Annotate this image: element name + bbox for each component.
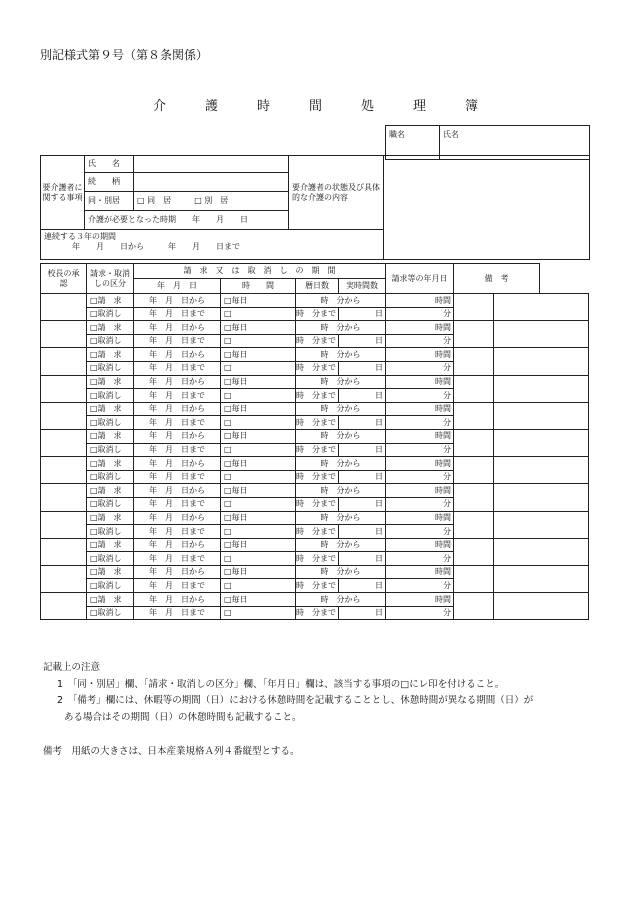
- days-cell[interactable]: 日: [339, 443, 386, 457]
- relation-field[interactable]: [134, 173, 289, 192]
- table-row: [41, 457, 589, 471]
- request-kubun-checkbox[interactable]: □請 求: [87, 565, 134, 579]
- cancel-kubun-checkbox[interactable]: □取消し: [87, 307, 134, 321]
- end-date-cell[interactable]: 年 月 日まで: [134, 416, 221, 430]
- end-time-cell[interactable]: 時 分まで: [296, 579, 339, 593]
- end-date-cell[interactable]: 年 月 日まで: [134, 334, 221, 348]
- remarks-cell[interactable]: [494, 402, 589, 429]
- remarks-cell[interactable]: [494, 348, 589, 375]
- table-row: [41, 429, 589, 443]
- table-row: [41, 511, 589, 525]
- date-header: 年 月 日: [134, 279, 221, 294]
- remarks-cell[interactable]: [494, 593, 589, 620]
- days-cell[interactable]: 日: [339, 579, 386, 593]
- period-header: 請 求 又 は 取 消 し の 期 間: [134, 264, 386, 279]
- end-date-cell[interactable]: 年 月 日まで: [134, 579, 221, 593]
- days-cell[interactable]: 日: [339, 361, 386, 375]
- days-cell[interactable]: 日: [339, 525, 386, 539]
- end-time-cell[interactable]: 時 分まで: [296, 525, 339, 539]
- cohabit-same-checkbox[interactable]: □ 同 居: [137, 196, 172, 206]
- request-date-cell[interactable]: [454, 484, 494, 511]
- days-cell[interactable]: 日: [339, 389, 386, 403]
- hours-cell[interactable]: 時間: [386, 429, 454, 443]
- start-time-cell[interactable]: 時 分から: [296, 565, 386, 579]
- care-state-label: 要介護者の状態及び具体的な介護の内容: [289, 156, 384, 230]
- cancel-kubun-checkbox[interactable]: □取消し: [87, 497, 134, 511]
- request-kubun-checkbox[interactable]: □請 求: [87, 511, 134, 525]
- minutes-cell[interactable]: 分: [386, 416, 454, 430]
- start-date-cell[interactable]: 年 月 日から: [134, 593, 221, 607]
- daily-checkbox[interactable]: □毎日: [221, 457, 296, 471]
- table-row: [41, 375, 589, 389]
- approval-stamp-cell[interactable]: [41, 348, 87, 375]
- approval-stamp-cell[interactable]: [41, 538, 87, 565]
- start-time-cell[interactable]: 時 分から: [296, 593, 386, 607]
- table-row: [41, 294, 589, 308]
- cohabit-label: 同・別居: [85, 192, 134, 211]
- remarks-cell[interactable]: [494, 457, 589, 484]
- minutes-cell[interactable]: 分: [386, 389, 454, 403]
- cancel-kubun-checkbox[interactable]: □取消し: [87, 334, 134, 348]
- start-time-cell[interactable]: 時 分から: [296, 484, 386, 498]
- request-kubun-checkbox[interactable]: □請 求: [87, 375, 134, 389]
- start-time-cell[interactable]: 時 分から: [296, 375, 386, 389]
- end-date-cell[interactable]: 年 月 日まで: [134, 361, 221, 375]
- end-time-cell[interactable]: 時 分まで: [296, 443, 339, 457]
- care-start-date[interactable]: 介護が必要となった時期 年 月 日: [85, 211, 289, 230]
- start-time-cell[interactable]: 時 分から: [296, 402, 386, 416]
- hours-cell[interactable]: 時間: [386, 484, 454, 498]
- end-date-cell[interactable]: 年 月 日まで: [134, 307, 221, 321]
- start-time-cell[interactable]: 時 分から: [296, 457, 386, 471]
- request-date-cell[interactable]: [454, 348, 494, 375]
- note-1: 1 「同・別居」欄、「請求・取消しの区分」欄、「年月日」欄は、該当する事項の□にレ印を付けること。: [57, 678, 505, 690]
- remarks-cell[interactable]: [494, 429, 589, 456]
- note-2: 2 「備考」欄には、休暇等の期間（日）における休憩時間を記載することとし、休憩時間が異なる期間（日）が: [57, 695, 534, 707]
- minutes-cell[interactable]: 分: [386, 443, 454, 457]
- request-kubun-checkbox[interactable]: □請 求: [87, 402, 134, 416]
- request-kubun-checkbox[interactable]: □請 求: [87, 294, 134, 308]
- daily-checkbox[interactable]: □毎日: [221, 402, 296, 416]
- minutes-cell[interactable]: 分: [386, 334, 454, 348]
- request-kubun-checkbox[interactable]: □請 求: [87, 348, 134, 362]
- care-time-log-table: [40, 263, 589, 620]
- period-label: 連続する３年の期間: [44, 232, 116, 241]
- days-header: 暦日数: [296, 279, 339, 294]
- daily-empty-checkbox[interactable]: □: [221, 525, 296, 539]
- daily-checkbox[interactable]: □毎日: [221, 429, 296, 443]
- approval-stamp-cell[interactable]: [41, 593, 87, 620]
- approval-stamp-cell[interactable]: [41, 484, 87, 511]
- note-2-continued: ある場合はその期間（日）の休憩時間も記載すること。: [64, 711, 302, 723]
- request-date-cell[interactable]: [454, 429, 494, 456]
- end-time-cell[interactable]: 時 分まで: [296, 334, 339, 348]
- care-state-field[interactable]: [384, 156, 590, 260]
- cancel-kubun-checkbox[interactable]: □取消し: [87, 579, 134, 593]
- end-date-cell[interactable]: 年 月 日まで: [134, 525, 221, 539]
- table-row: [41, 402, 589, 416]
- hours-cell[interactable]: 時間: [386, 375, 454, 389]
- time-header: 時 間: [221, 279, 296, 294]
- start-date-cell[interactable]: 年 月 日から: [134, 402, 221, 416]
- hours-cell[interactable]: 時間: [386, 294, 454, 308]
- end-date-cell[interactable]: 年 月 日まで: [134, 470, 221, 484]
- end-date-cell[interactable]: 年 月 日まで: [134, 606, 221, 620]
- hours-cell[interactable]: 時間: [386, 402, 454, 416]
- end-time-cell[interactable]: 時 分まで: [296, 606, 339, 620]
- daily-checkbox[interactable]: □毎日: [221, 375, 296, 389]
- daily-empty-checkbox[interactable]: □: [221, 497, 296, 511]
- daily-empty-checkbox[interactable]: □: [221, 443, 296, 457]
- approval-stamp-cell[interactable]: [41, 321, 87, 348]
- start-time-cell[interactable]: 時 分から: [296, 321, 386, 335]
- end-date-cell[interactable]: 年 月 日まで: [134, 497, 221, 511]
- recipient-name-field[interactable]: [134, 156, 289, 173]
- daily-empty-checkbox[interactable]: □: [221, 552, 296, 566]
- remarks-cell[interactable]: [494, 565, 589, 592]
- request-date-cell[interactable]: [454, 511, 494, 538]
- end-time-cell[interactable]: 時 分まで: [296, 470, 339, 484]
- start-date-cell[interactable]: 年 月 日から: [134, 484, 221, 498]
- cancel-kubun-checkbox[interactable]: □取消し: [87, 416, 134, 430]
- cancel-kubun-checkbox[interactable]: □取消し: [87, 389, 134, 403]
- kubun-header: 請求・取消しの区分: [87, 264, 134, 294]
- minutes-cell[interactable]: 分: [386, 497, 454, 511]
- request-date-cell[interactable]: [454, 593, 494, 620]
- page-title: 介 護 時 間 処 理 簿: [152, 99, 491, 114]
- approval-stamp-cell[interactable]: [41, 457, 87, 484]
- start-date-cell[interactable]: 年 月 日から: [134, 457, 221, 471]
- request-date-cell[interactable]: [454, 402, 494, 429]
- daily-checkbox[interactable]: □毎日: [221, 348, 296, 362]
- request-date-cell[interactable]: [454, 565, 494, 592]
- form-id: 別記様式第９号（第８条関係）: [40, 48, 209, 62]
- remarks-header: 備 考: [454, 264, 540, 294]
- request-date-cell[interactable]: [454, 457, 494, 484]
- name-field: 氏名: [440, 126, 590, 160]
- cancel-kubun-checkbox[interactable]: □取消し: [87, 552, 134, 566]
- table-row: [41, 565, 589, 579]
- cancel-kubun-checkbox[interactable]: □取消し: [87, 525, 134, 539]
- relation-label: 続 柄: [85, 173, 134, 192]
- care-recipient-table: [40, 155, 590, 260]
- hours-cell[interactable]: 時間: [386, 565, 454, 579]
- daily-checkbox[interactable]: □毎日: [221, 593, 296, 607]
- minutes-cell[interactable]: 分: [386, 579, 454, 593]
- end-time-cell[interactable]: 時 分まで: [296, 307, 339, 321]
- daily-empty-checkbox[interactable]: □: [221, 606, 296, 620]
- hours-cell[interactable]: 時間: [386, 321, 454, 335]
- daily-empty-checkbox[interactable]: □: [221, 361, 296, 375]
- hours-cell[interactable]: 時間: [386, 593, 454, 607]
- daily-empty-checkbox[interactable]: □: [221, 334, 296, 348]
- remarks-cell[interactable]: [494, 321, 589, 348]
- start-date-cell[interactable]: 年 月 日から: [134, 565, 221, 579]
- days-cell[interactable]: 日: [339, 307, 386, 321]
- end-date-cell[interactable]: 年 月 日まで: [134, 552, 221, 566]
- days-cell[interactable]: 日: [339, 334, 386, 348]
- start-time-cell[interactable]: 時 分から: [296, 511, 386, 525]
- start-time-cell[interactable]: 時 分から: [296, 538, 386, 552]
- minutes-cell[interactable]: 分: [386, 552, 454, 566]
- remarks-cell[interactable]: [494, 375, 589, 402]
- end-date-cell[interactable]: 年 月 日まで: [134, 389, 221, 403]
- request-kubun-checkbox[interactable]: □請 求: [87, 429, 134, 443]
- approval-stamp-cell[interactable]: [41, 565, 87, 592]
- start-date-cell[interactable]: 年 月 日から: [134, 429, 221, 443]
- daily-checkbox[interactable]: □毎日: [221, 565, 296, 579]
- end-time-cell[interactable]: 時 分まで: [296, 389, 339, 403]
- request-date-header: 請求等の年月日: [386, 264, 454, 294]
- days-cell[interactable]: 日: [339, 470, 386, 484]
- approval-stamp-cell[interactable]: [41, 429, 87, 456]
- table-row: [41, 348, 589, 362]
- notes: [43, 660, 603, 727]
- cancel-kubun-checkbox[interactable]: □取消し: [87, 443, 134, 457]
- daily-checkbox[interactable]: □毎日: [221, 484, 296, 498]
- hours-cell[interactable]: 時間: [386, 457, 454, 471]
- cancel-kubun-checkbox[interactable]: □取消し: [87, 361, 134, 375]
- start-date-cell[interactable]: 年 月 日から: [134, 294, 221, 308]
- minutes-cell[interactable]: 分: [386, 361, 454, 375]
- request-date-cell[interactable]: [454, 321, 494, 348]
- table-row: [41, 484, 589, 498]
- daily-empty-checkbox[interactable]: □: [221, 470, 296, 484]
- days-cell[interactable]: 日: [339, 497, 386, 511]
- start-date-cell[interactable]: 年 月 日から: [134, 511, 221, 525]
- table-row: [41, 593, 589, 607]
- daily-empty-checkbox[interactable]: □: [221, 579, 296, 593]
- cohabit-separate-checkbox[interactable]: □ 別 居: [194, 196, 229, 206]
- request-kubun-checkbox[interactable]: □請 求: [87, 321, 134, 335]
- request-kubun-checkbox[interactable]: □請 求: [87, 484, 134, 498]
- approval-stamp-cell[interactable]: [41, 402, 87, 429]
- approval-stamp-cell[interactable]: [41, 375, 87, 402]
- start-time-cell[interactable]: 時 分から: [296, 429, 386, 443]
- table-row: [41, 538, 589, 552]
- position-field: 職名: [386, 126, 440, 160]
- daily-empty-checkbox[interactable]: □: [221, 307, 296, 321]
- days-cell[interactable]: 日: [339, 552, 386, 566]
- approval-stamp-cell[interactable]: [41, 294, 87, 321]
- end-time-cell[interactable]: 時 分まで: [296, 497, 339, 511]
- request-kubun-checkbox[interactable]: □請 求: [87, 538, 134, 552]
- notes-heading: 記載上の注意: [43, 662, 101, 673]
- daily-empty-checkbox[interactable]: □: [221, 416, 296, 430]
- start-date-cell[interactable]: 年 月 日から: [134, 375, 221, 389]
- request-date-cell[interactable]: [454, 375, 494, 402]
- days-cell[interactable]: 日: [339, 416, 386, 430]
- hours-cell[interactable]: 時間: [386, 538, 454, 552]
- start-date-cell[interactable]: 年 月 日から: [134, 348, 221, 362]
- period-value[interactable]: 年 月 日から 年 月 日まで: [72, 241, 240, 251]
- approval-stamp-cell[interactable]: [41, 511, 87, 538]
- minutes-cell[interactable]: 分: [386, 525, 454, 539]
- approval-header: 校長の承 認: [41, 264, 87, 294]
- request-kubun-checkbox[interactable]: □請 求: [87, 593, 134, 607]
- minutes-cell[interactable]: 分: [386, 470, 454, 484]
- end-date-cell[interactable]: 年 月 日まで: [134, 443, 221, 457]
- end-time-cell[interactable]: 時 分まで: [296, 361, 339, 375]
- daily-checkbox[interactable]: □毎日: [221, 294, 296, 308]
- start-date-cell[interactable]: 年 月 日から: [134, 321, 221, 335]
- minutes-cell[interactable]: 分: [386, 307, 454, 321]
- remarks-cell[interactable]: [494, 484, 589, 511]
- daily-checkbox[interactable]: □毎日: [221, 321, 296, 335]
- care-recipient-group-label: 要介護者に関する事項: [41, 156, 85, 230]
- remarks-cell[interactable]: [494, 511, 589, 538]
- end-time-cell[interactable]: 時 分まで: [296, 416, 339, 430]
- start-date-cell[interactable]: 年 月 日から: [134, 538, 221, 552]
- hours-cell[interactable]: 時間: [386, 511, 454, 525]
- daily-checkbox[interactable]: □毎日: [221, 538, 296, 552]
- request-date-cell[interactable]: [454, 294, 494, 321]
- request-kubun-checkbox[interactable]: □請 求: [87, 457, 134, 471]
- minutes-cell[interactable]: 分: [386, 606, 454, 620]
- hours-cell[interactable]: 時間: [386, 348, 454, 362]
- table-row: [41, 321, 589, 335]
- remarks-cell[interactable]: [494, 538, 589, 565]
- remarks-cell[interactable]: [494, 294, 589, 321]
- request-date-cell[interactable]: [454, 538, 494, 565]
- start-time-cell[interactable]: 時 分から: [296, 348, 386, 362]
- cancel-kubun-checkbox[interactable]: □取消し: [87, 606, 134, 620]
- end-time-cell[interactable]: 時 分まで: [296, 552, 339, 566]
- start-time-cell[interactable]: 時 分から: [296, 294, 386, 308]
- paper-size-remark: 備考 用紙の大きさは、日本産業規格Ａ列４番縦型とする。: [43, 746, 300, 757]
- cancel-kubun-checkbox[interactable]: □取消し: [87, 470, 134, 484]
- daily-checkbox[interactable]: □毎日: [221, 511, 296, 525]
- days-cell[interactable]: 日: [339, 606, 386, 620]
- hours-header: 実時間数: [339, 279, 386, 294]
- recipient-name-label: 氏 名: [85, 156, 134, 173]
- daily-empty-checkbox[interactable]: □: [221, 389, 296, 403]
